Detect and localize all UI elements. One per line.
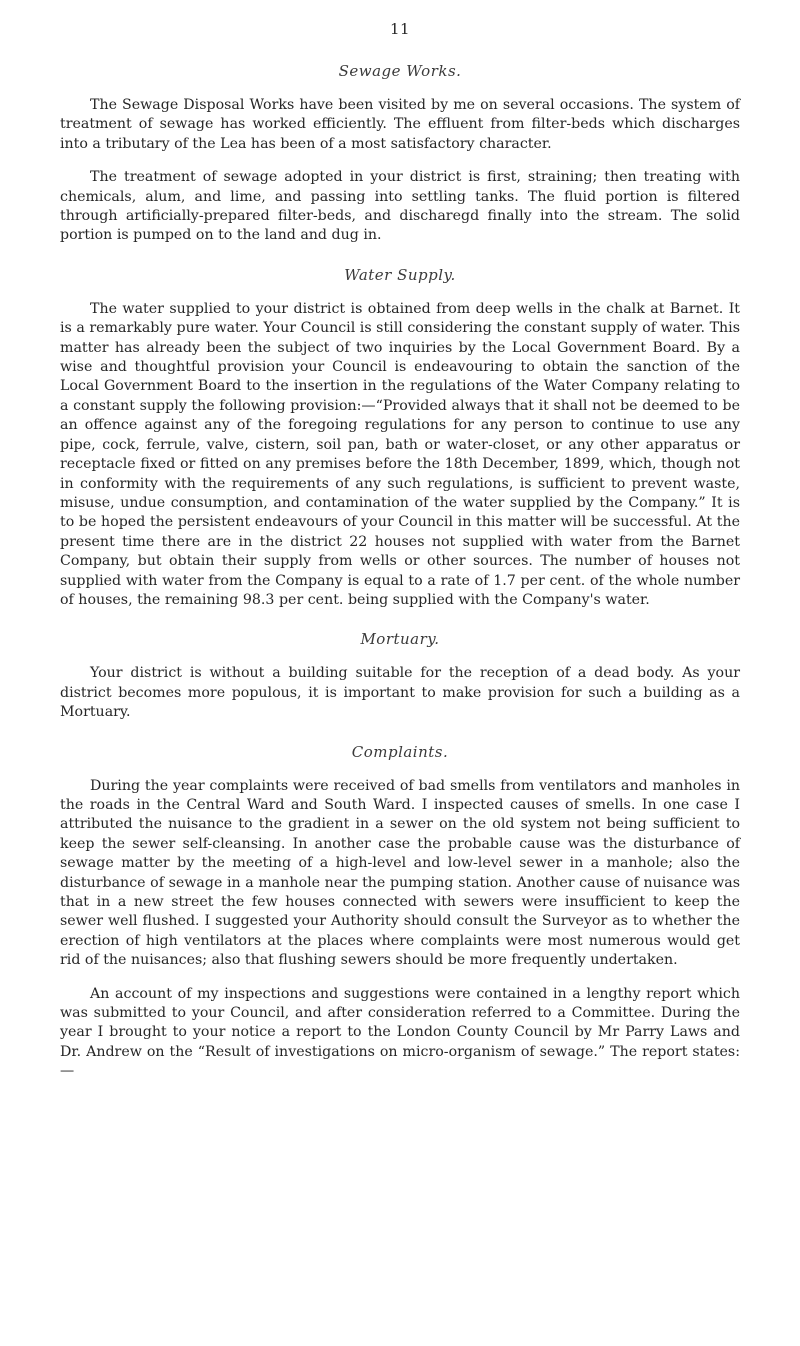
section-heading-mortuary: Mortuary. bbox=[360, 630, 440, 649]
paragraph: An account of my inspections and suggestions were contained in a lengthy report which was submitted to your Council, and after consideration referred to a Committee. During the year I brought to your notice a report to the London County Council by Mr Parry Laws and Dr. Andrew on the “Result of investigations on micro-organism of sewage.” The report states:— bbox=[60, 985, 740, 1080]
section-water-supply bbox=[60, 266, 740, 611]
section-heading-sewage-works: Sewage Works. bbox=[338, 62, 462, 80]
section-sewage-works bbox=[60, 62, 740, 246]
section-heading-complaints: Complaints. bbox=[351, 742, 449, 761]
paragraph: Your district is without a building suitable for the reception of a dead body. As your district becomes more populous, it is important to make provision for such a building as a Mortuary. bbox=[60, 665, 740, 721]
paragraph: The treatment of sewage adopted in your district is first, straining; then treating with chemicals, alum, and lime, and passing into settling tanks. The fluid portion is filtered through artificially-prepared filter-beds, and discharegd finally into the stream. The solid portion is pumped on to the land and dug in. bbox=[60, 169, 740, 244]
section-complaints bbox=[60, 743, 740, 1082]
page-number: 11 bbox=[389, 20, 411, 38]
section-mortuary bbox=[60, 630, 740, 722]
paragraph: The water supplied to your district is obtained from deep wells in the chalk at Barnet. It is a remarkably pure water. Your Council is still considering the constant supply of water. This matter has already been the subject of two inquiries by the Local Government Board. By a wise and thoughtful provision your Council is endeavouring to obtain the sanction of the Local Government Board to the insertion in the regulations of the Water Company relating to a constant supply the following provision:—“Provided always that it shall not be deemed to be an offence against any of the foregoing regulations for any person to continue to use any pipe, cock, ferrule, valve, cistern, soil pan, bath or water-closet, or any other apparatus or receptacle fixed or fitted on any premises before the 18th December, 1899, which, though not in conformity with the requirements of any such regulations, is sufficient to prevent waste, misuse, undue consumption, and contamination of the water supplied by the Company.” It is to be hoped the persistent endeavours of your Council in this matter will be successful. At the present time there are in the district 22 houses not supplied with water from the Barnet Company, but obtain their supply from wells or other sources. The number of houses not supplied with water from the Company is equal to a rate of 1.7 per cent. of the whole number of houses, the remaining 98.3 per cent. being supplied with the Company's water. bbox=[60, 300, 740, 608]
paragraph: The Sewage Disposal Works have been visited by me on several occasions. The system of treatment of sewage has worked efficiently. The effluent from filter-beds which discharges into a tributary of the Lea has been of a most satisfactory character. bbox=[60, 97, 740, 152]
section-heading-water-supply: Water Supply. bbox=[344, 265, 456, 284]
paragraph: During the year complaints were received of bad smells from ventilators and manholes in the roads in the Central Ward and South Ward. I inspected causes of smells. In one case I attributed the nuisance to the gradient in a sewer on the old system not being sufficient to keep the sewer self-cleansing. In another case the probable cause was the disturbance of sewage matter by the meeting of a high-level and low-level sewer in a manhole; also the disturbance of sewage in a manhole near the pumping station. Another cause of nuisance was that in a new street the few houses connected with sewers were insufficient to keep the sewer well flushed. I suggested your Authority should consult the Surveyor as to whether the erection of high ventilators at the places where complaints were most numerous would get rid of the nuisances; also that flushing sewers should be more frequently undertaken. bbox=[60, 777, 740, 969]
